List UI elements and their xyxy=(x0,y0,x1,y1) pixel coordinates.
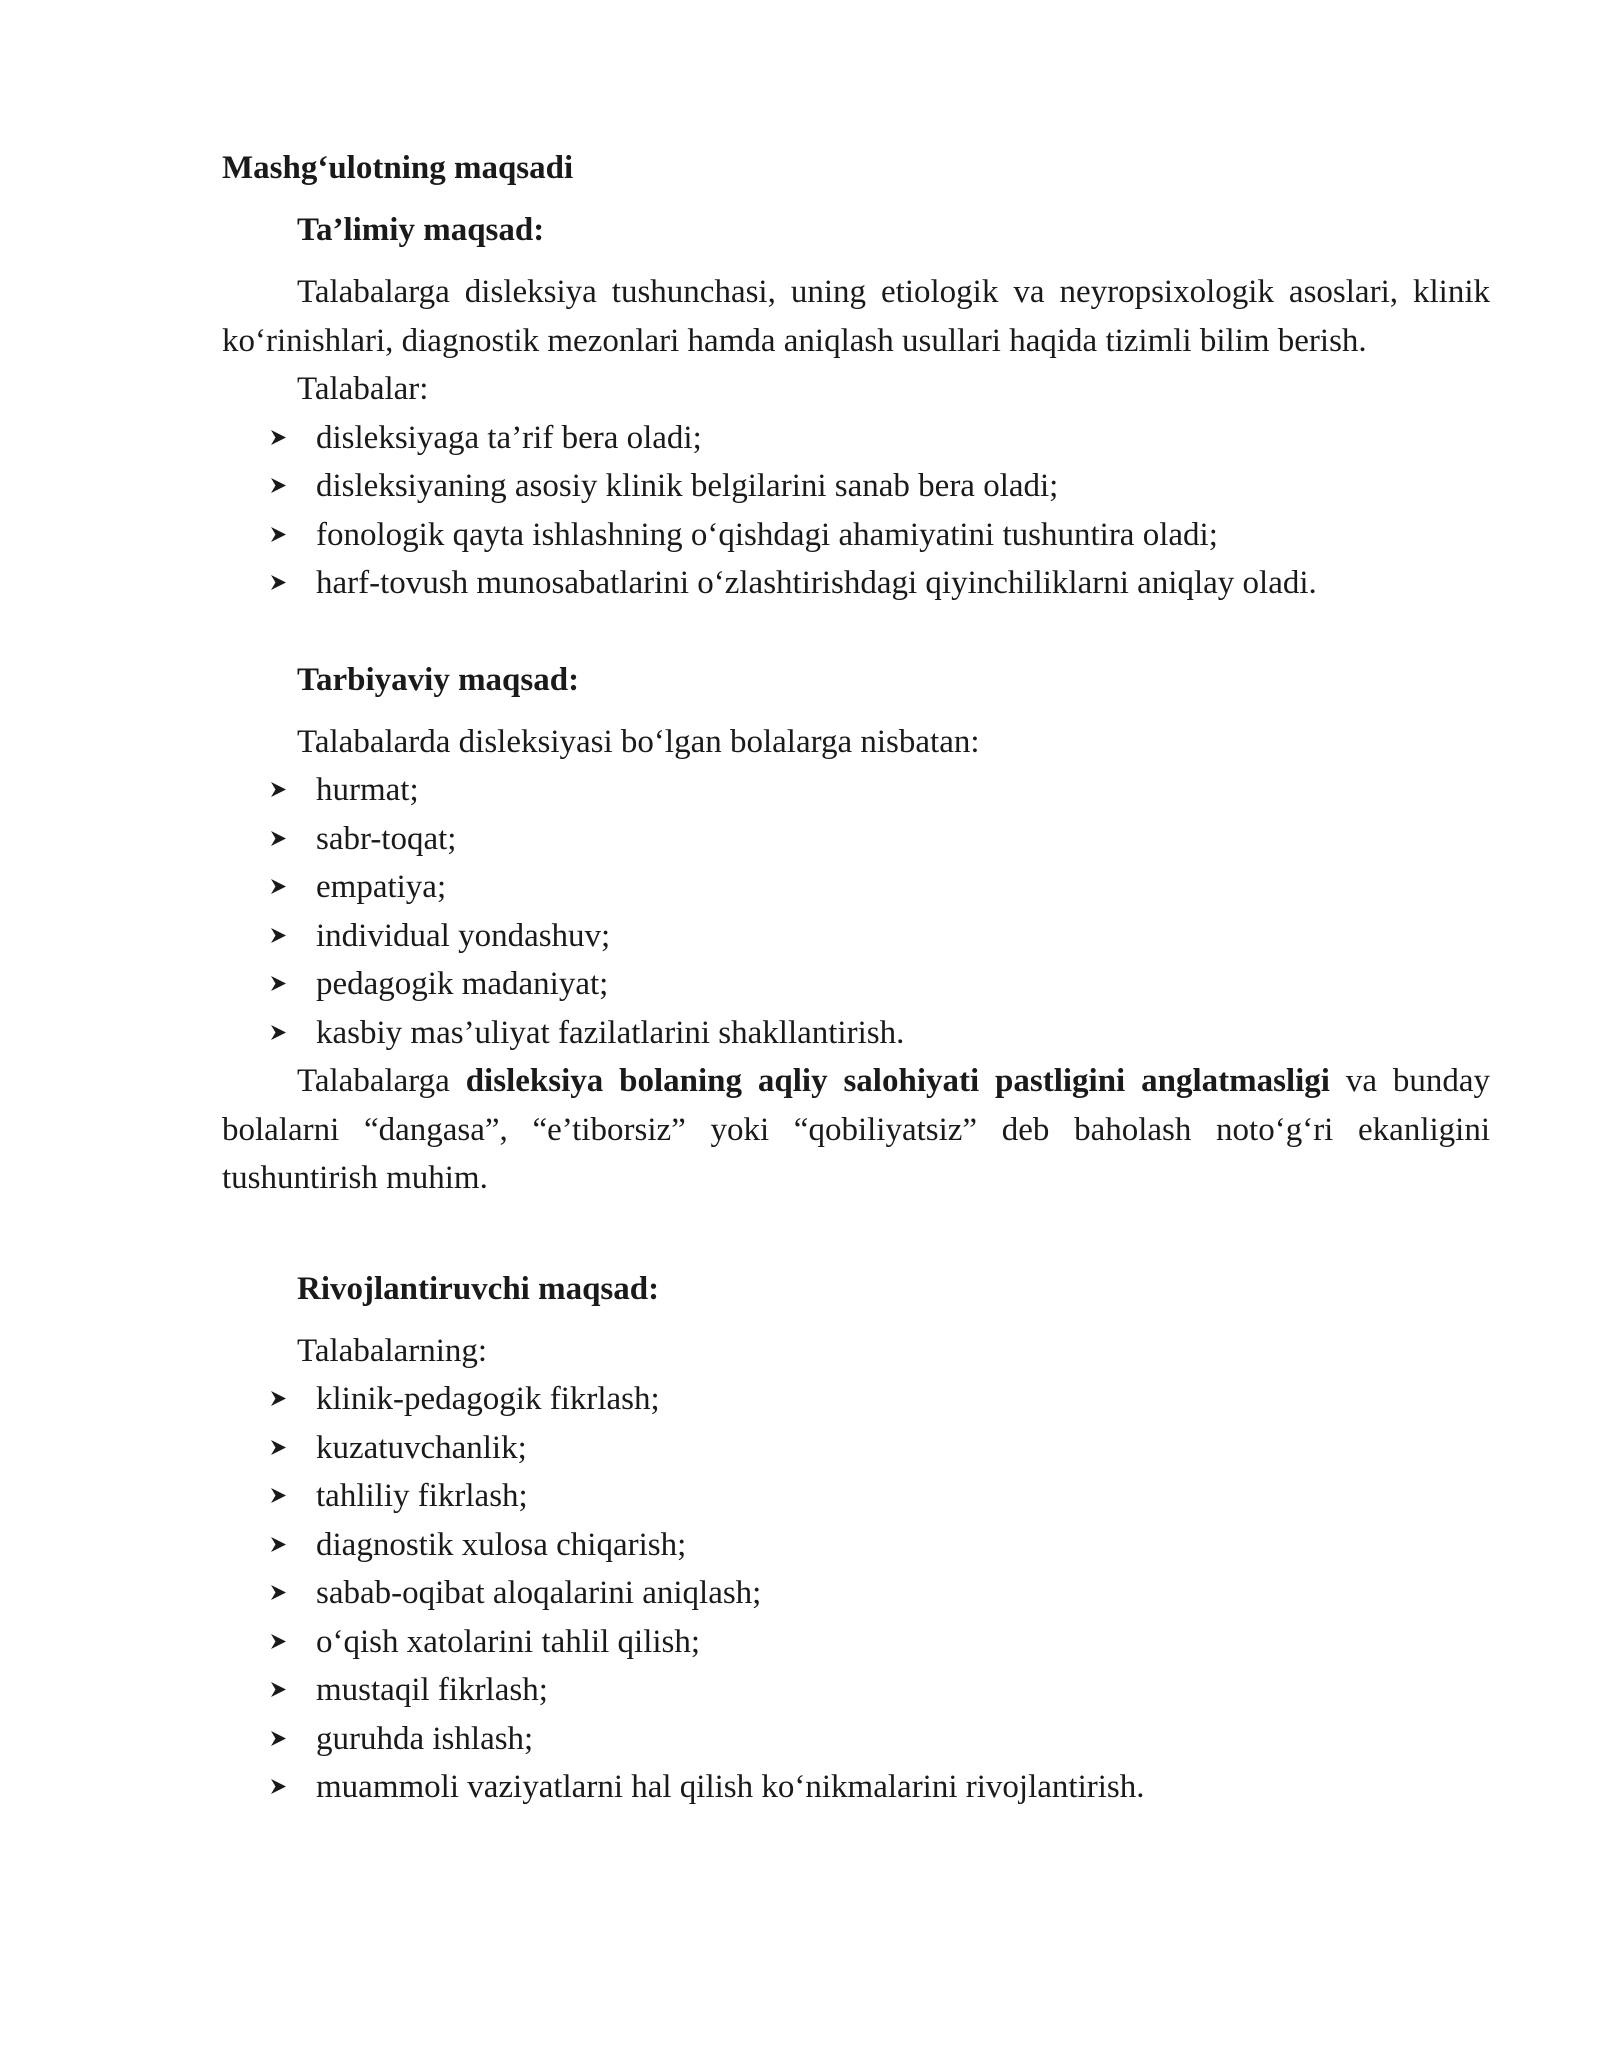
arrowhead-bullet-icon xyxy=(271,1779,286,1794)
list-item-text: diagnostik xulosa chiqarish; xyxy=(316,1526,687,1563)
closing-text-end: va bunday bolalarni “dangasa”, “e’tiborsiz” yoki “qobiliyatsiz” deb baholash noto‘g‘ri ekanligini tushuntirish muhim. xyxy=(222,1063,1490,1196)
section-heading-upbringing: Tarbiyaviy maqsad: xyxy=(297,661,580,698)
upbringing-goal-lead: Talabalarda disleksiyasi bo‘lgan bolalarga nisbatan: xyxy=(297,723,980,760)
upbringing-closing-paragraph xyxy=(222,1057,1490,1203)
list-item xyxy=(222,912,1490,961)
list-item xyxy=(222,960,1490,1009)
arrowhead-bullet-icon xyxy=(271,1682,286,1697)
list-item-text: klinik-pedagogik fikrlash; xyxy=(316,1381,660,1417)
developmental-goal-list xyxy=(222,1375,1490,1812)
list-item xyxy=(222,1424,1490,1473)
document-page xyxy=(222,144,1490,1812)
list-item-text: sabr-toqat; xyxy=(316,820,457,857)
list-item-text: empatiya; xyxy=(316,869,447,905)
arrowhead-bullet-icon xyxy=(271,879,286,894)
list-item xyxy=(222,1472,1490,1521)
list-item xyxy=(222,1715,1490,1764)
list-item-text: kasbiy mas’uliyat fazilatlarini shakllantirish. xyxy=(316,1014,905,1051)
arrowhead-bullet-icon xyxy=(271,1025,286,1040)
upbringing-goal-list xyxy=(222,766,1490,1057)
list-item-text: disleksiyaga ta’rif bera oladi; xyxy=(316,419,702,456)
list-item-text: o‘qish xatolarini tahlil qilish; xyxy=(316,1623,701,1660)
list-item-text: guruhda ishlash; xyxy=(316,1720,534,1757)
list-item xyxy=(222,766,1490,815)
list-item xyxy=(222,1375,1490,1424)
arrowhead-bullet-icon xyxy=(271,782,286,797)
list-item-text: tahliliy fikrlash; xyxy=(316,1478,528,1514)
arrowhead-bullet-icon xyxy=(271,928,286,943)
list-item-text: harf-tovush munosabatlarini o‘zlashtirishdagi qiyinchiliklarni aniqlay oladi. xyxy=(316,565,1317,601)
list-item xyxy=(222,462,1490,511)
list-item xyxy=(222,1666,1490,1715)
list-item xyxy=(222,511,1490,560)
arrowhead-bullet-icon xyxy=(271,478,286,493)
list-item-text: hurmat; xyxy=(316,772,419,808)
document-title: Mashg‘ulotning maqsadi xyxy=(222,150,574,186)
list-item-text: mustaqil fikrlash; xyxy=(316,1672,548,1708)
section-spacer xyxy=(222,608,1490,656)
list-item xyxy=(222,815,1490,864)
arrowhead-bullet-icon xyxy=(271,575,286,590)
developmental-goal-lead: Talabalarning: xyxy=(297,1332,488,1369)
section-heading-developmental: Rivojlantiruvchi maqsad: xyxy=(297,1270,660,1307)
arrowhead-bullet-icon xyxy=(271,976,286,991)
list-item-text: disleksiyaning asosiy klinik belgilarini sanab bera oladi; xyxy=(316,468,1059,504)
list-item-text: fonologik qayta ishlashning o‘qishdagi ahamiyatini tushuntira oladi; xyxy=(316,516,1218,553)
arrowhead-bullet-icon xyxy=(271,1731,286,1746)
educational-goal-paragraph: Talabalarga disleksiya tushunchasi, uning etiologik va neyropsixologik asoslari, klinik ko‘rinishlari, diagnostik mezonlari hamda aniqlash usullari haqida tizimli bilim berish. xyxy=(222,274,1490,359)
closing-text-start: Talabalarga xyxy=(297,1063,466,1099)
list-item-text: kuzatuvchanlik; xyxy=(316,1429,527,1466)
list-item-text: muammoli vaziyatlarni hal qilish ko‘nikmalarini rivojlantirish. xyxy=(316,1769,1145,1805)
section-heading-educational: Ta’limiy maqsad: xyxy=(297,212,545,248)
list-item xyxy=(222,1009,1490,1058)
arrowhead-bullet-icon xyxy=(271,1440,286,1455)
list-item-text: individual yondashuv; xyxy=(316,917,611,954)
arrowhead-bullet-icon xyxy=(271,527,286,542)
arrowhead-bullet-icon xyxy=(271,1488,286,1503)
list-item xyxy=(222,414,1490,463)
list-item xyxy=(222,559,1490,608)
list-item xyxy=(222,1569,1490,1618)
arrowhead-bullet-icon xyxy=(271,1391,286,1406)
closing-text-bold: disleksiya bolaning aqliy salohiyati pastligini anglatmasligi xyxy=(465,1063,1330,1099)
arrowhead-bullet-icon xyxy=(271,831,286,846)
section-spacer xyxy=(222,1203,1490,1265)
section-educational-goal xyxy=(222,206,1490,608)
arrowhead-bullet-icon xyxy=(271,1634,286,1649)
list-item xyxy=(222,1763,1490,1812)
arrowhead-bullet-icon xyxy=(271,430,286,445)
arrowhead-bullet-icon xyxy=(271,1537,286,1552)
list-item xyxy=(222,863,1490,912)
arrowhead-bullet-icon xyxy=(271,1585,286,1600)
list-item xyxy=(222,1521,1490,1570)
educational-goal-lead: Talabalar: xyxy=(297,371,429,407)
section-developmental-goal xyxy=(222,1265,1490,1812)
section-upbringing-goal xyxy=(222,656,1490,1203)
educational-goal-list xyxy=(222,414,1490,608)
list-item-text: sabab-oqibat aloqalarini aniqlash; xyxy=(316,1575,762,1611)
list-item xyxy=(222,1618,1490,1667)
list-item-text: pedagogik madaniyat; xyxy=(316,966,609,1002)
